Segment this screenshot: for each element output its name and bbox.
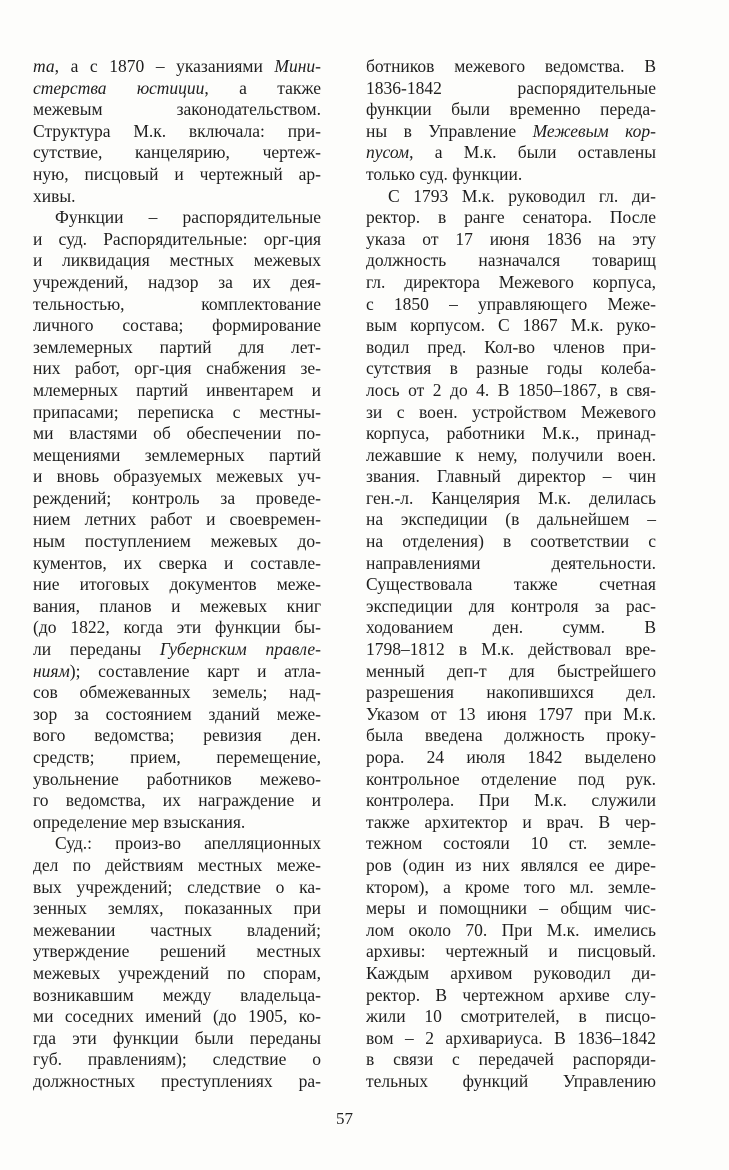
text-line	[366, 207, 656, 229]
text-segment: ректор. В чертежном архиве слу-	[366, 984, 656, 1005]
text-segment: контролера. При М.к. служили	[366, 790, 656, 811]
text-line	[366, 164, 656, 186]
text-line	[33, 1071, 321, 1093]
text-line	[33, 186, 321, 208]
text-segment: межевых учреждений по спорам,	[33, 962, 321, 983]
text-line	[366, 294, 656, 316]
text-segment: Функции – распорядительные	[55, 207, 321, 228]
text-line	[366, 596, 656, 618]
text-line	[366, 985, 656, 1007]
text-segment: припасами; переписка с местны-	[33, 401, 321, 422]
text-segment: увольнение работников межево-	[33, 768, 321, 789]
text-line	[33, 747, 321, 769]
text-segment: зи с воен. устройством Межевого	[366, 401, 656, 422]
text-line	[33, 402, 321, 424]
text-segment: реждений; контроль за проведе-	[33, 487, 321, 508]
text-line	[33, 812, 321, 834]
text-segment: в связи с передачей распоряди-	[366, 1049, 656, 1070]
text-line	[33, 272, 321, 294]
text-segment: ми властями об обеспечении по-	[33, 423, 321, 444]
text-line	[366, 1028, 656, 1050]
italic-text-segment: Мини-	[274, 56, 321, 76]
text-line	[33, 574, 321, 596]
text-segment: ректор. в ранге сенатора. После	[366, 207, 656, 228]
text-line	[366, 769, 656, 791]
text-segment: звания. Главный директор – чин	[366, 466, 656, 487]
text-segment: ным поступлением межевых до-	[33, 531, 321, 552]
text-segment: Структура М.к. включала: при-	[33, 120, 321, 141]
text-segment: рора. 24 июля 1842 выделено	[366, 747, 656, 767]
text-segment: функции были временно переда-	[366, 99, 656, 120]
text-line	[366, 941, 656, 963]
text-segment: ров (один из них являлся ее дире-	[366, 854, 656, 875]
text-segment: , а с 1870 – указаниями	[54, 56, 275, 76]
italic-text-segment: Межевым кор-	[532, 120, 656, 141]
text-segment: млемерных партий инвентарем и	[33, 379, 321, 400]
text-line	[33, 596, 321, 618]
text-line	[33, 78, 321, 100]
text-segment: нием летних работ и своевремен-	[33, 509, 321, 530]
page-number: 57	[336, 1109, 353, 1128]
text-segment: ген.-л. Канцелярия М.к. делилась	[366, 487, 656, 508]
text-segment: ходованием ден. сумм. В	[366, 617, 656, 638]
italic-text-segment: ниям	[33, 660, 70, 681]
text-segment: них работ, орг-ция снабжения зе-	[33, 358, 321, 379]
text-segment: 1798–1812 в М.к. действовал вре-	[366, 639, 656, 660]
text-segment: вым корпусом. С 1867 М.к. руко-	[366, 315, 656, 336]
text-line	[366, 229, 656, 251]
text-segment: 1836-1842 распорядительные	[366, 77, 656, 98]
text-segment: тежном состояли 10 ст. земле-	[366, 833, 656, 854]
text-line	[366, 963, 656, 985]
text-line	[33, 56, 321, 78]
text-line	[33, 833, 321, 855]
text-line	[366, 855, 656, 877]
text-line	[366, 402, 656, 424]
text-segment: Существовала также счетная	[366, 574, 656, 595]
italic-text-segment: Губернским правле-	[159, 639, 322, 660]
text-segment: ны в Управление	[366, 120, 533, 141]
text-segment: хивы.	[33, 185, 76, 206]
text-segment: дел по действиям местных меже-	[33, 854, 321, 875]
text-line	[366, 747, 656, 769]
text-segment: на экспедиции (в дальнейшем –	[366, 509, 656, 530]
text-segment: менный деп-т для быстрейшего	[366, 660, 656, 681]
text-segment: межевым законодательством.	[33, 99, 321, 120]
text-line	[33, 315, 321, 337]
text-segment: средств; прием, перемещение,	[33, 747, 321, 767]
text-segment: ми соседних имений (до 1905, ко-	[33, 1006, 321, 1027]
text-line	[366, 1006, 656, 1028]
text-line	[366, 250, 656, 272]
text-line	[366, 272, 656, 294]
text-line	[366, 725, 656, 747]
text-line	[33, 531, 321, 553]
text-segment: вых учреждений; следствие о ка-	[33, 876, 321, 897]
text-segment: и суд. Распорядительные: орг-ция	[33, 228, 321, 249]
text-line	[366, 661, 656, 683]
text-line	[366, 121, 656, 143]
text-line	[33, 639, 321, 661]
text-line	[33, 704, 321, 726]
text-line	[366, 358, 656, 380]
text-line	[33, 380, 321, 402]
text-line	[366, 898, 656, 920]
text-segment: меры и помощники – общим чис-	[366, 898, 656, 919]
text-line	[33, 661, 321, 683]
text-line	[33, 790, 321, 812]
text-line	[33, 509, 321, 531]
text-segment: ктором), а кроме того мл. земле-	[366, 876, 656, 897]
text-segment: и ликвидация местных межевых	[33, 250, 321, 271]
italic-text-segment: пусом	[366, 142, 410, 163]
text-line	[366, 142, 656, 164]
text-segment: только суд. функции.	[366, 163, 523, 184]
text-segment: ную, писцовый и чертежный ар-	[33, 163, 321, 184]
text-line	[366, 56, 656, 78]
text-line	[33, 553, 321, 575]
text-line	[366, 1071, 656, 1093]
text-segment: ли переданы	[33, 639, 160, 660]
text-segment: Указом от 13 июня 1797 при М.к.	[366, 703, 656, 724]
text-line	[366, 682, 656, 704]
text-line	[33, 963, 321, 985]
text-segment: сутствие, канцелярию, чертеж-	[33, 142, 321, 163]
text-line	[33, 855, 321, 877]
text-line	[33, 920, 321, 942]
text-line	[33, 229, 321, 251]
text-line	[33, 877, 321, 899]
text-line	[366, 99, 656, 121]
text-line	[366, 337, 656, 359]
text-line	[33, 294, 321, 316]
text-segment: зенных землях, показанных при	[33, 898, 321, 919]
text-segment: , а также	[204, 77, 321, 98]
text-line	[366, 380, 656, 402]
text-segment: экспедиции для контроля за рас-	[366, 595, 656, 616]
text-segment: была введена должность проку-	[366, 725, 656, 746]
text-segment: тельных функций Управлению	[366, 1070, 656, 1091]
text-line	[366, 186, 656, 208]
text-segment: сов обмежеванных земель; над-	[33, 682, 321, 703]
text-segment: мещениями землемерных партий	[33, 444, 321, 465]
text-segment: губ. правлениям); следствие о	[33, 1049, 321, 1070]
text-line	[33, 207, 321, 229]
text-segment: гл. директора Межевого корпуса,	[366, 271, 656, 292]
text-line	[33, 250, 321, 272]
text-segment: го ведомства, их награждение и	[33, 790, 321, 811]
text-segment: , а М.к. были оставлены	[409, 142, 656, 163]
text-segment: возникавшим между владельца-	[33, 984, 321, 1005]
text-line	[33, 423, 321, 445]
text-segment: лом около 70. При М.к. имелись	[366, 919, 656, 940]
text-line	[33, 337, 321, 359]
text-segment: разрешения накопившихся дел.	[366, 682, 656, 703]
text-segment: жили 10 смотрителей, в писцо-	[366, 1006, 656, 1027]
text-line	[366, 423, 656, 445]
text-line	[33, 358, 321, 380]
text-segment: направлениями деятельности.	[366, 552, 656, 573]
text-segment: контрольное отделение под рук.	[366, 768, 656, 789]
text-line	[33, 725, 321, 747]
text-segment: вания, планов и межевых книг	[33, 595, 321, 616]
text-segment: вом – 2 архивариуса. В 1836–1842	[366, 1027, 656, 1048]
text-line	[33, 898, 321, 920]
text-line	[366, 553, 656, 575]
text-line	[33, 488, 321, 510]
text-segment: должность назначался товарищ	[366, 250, 656, 271]
text-segment: утверждение решений местных	[33, 941, 321, 962]
text-line	[33, 1049, 321, 1071]
text-line	[366, 877, 656, 899]
text-line	[33, 466, 321, 488]
text-line	[33, 1028, 321, 1050]
text-segment: кументов, их сверка и составле-	[33, 552, 321, 573]
text-segment: (до 1822, когда эти функции бы-	[33, 617, 321, 638]
text-line	[33, 769, 321, 791]
italic-text-segment: стерства юстиции	[33, 77, 205, 98]
text-segment: ние итоговых документов меже-	[33, 574, 321, 595]
text-segment: и вновь образуемых межевых уч-	[33, 466, 321, 487]
text-line	[366, 617, 656, 639]
text-segment: корпуса, работники М.к., принад-	[366, 423, 656, 444]
text-segment: Каждым архивом руководил ди-	[366, 962, 656, 983]
text-segment: водил пред. Кол-во членов при-	[366, 336, 656, 357]
text-line	[366, 812, 656, 834]
text-segment: с 1850 – управляющего Меже-	[366, 293, 656, 314]
text-line	[366, 1049, 656, 1071]
text-line	[366, 531, 656, 553]
text-segment: личного состава; формирование	[33, 315, 321, 336]
text-line	[33, 985, 321, 1007]
text-segment: определение мер взыскания.	[33, 811, 246, 832]
text-line	[33, 941, 321, 963]
text-segment: гда эти функции были переданы	[33, 1027, 321, 1048]
text-segment: лось от 2 до 4. В 1850–1867, в свя-	[366, 379, 656, 400]
text-segment: также архитектор и врач. В чер-	[366, 811, 656, 832]
text-line	[33, 445, 321, 467]
text-segment: лежавшие к нему, получили воен.	[366, 444, 656, 465]
text-line	[33, 164, 321, 186]
text-line	[33, 1006, 321, 1028]
text-segment: зор за состоянием зданий меже-	[33, 703, 321, 724]
text-column-right	[366, 56, 656, 1093]
text-line	[33, 617, 321, 639]
text-line	[366, 704, 656, 726]
text-segment: ботников межевого ведомства. В	[366, 56, 656, 76]
text-line	[366, 639, 656, 661]
text-line	[33, 99, 321, 121]
text-segment: С 1793 М.к. руководил гл. ди-	[388, 185, 656, 206]
italic-text-segment: та	[33, 56, 55, 76]
text-segment: межевании частных владений;	[33, 919, 321, 940]
text-line	[366, 574, 656, 596]
text-line	[366, 509, 656, 531]
text-line	[366, 488, 656, 510]
text-line	[366, 833, 656, 855]
text-segment: указа от 17 июня 1836 на эту	[366, 228, 656, 249]
text-line	[33, 121, 321, 143]
text-segment: землемерных партий для лет-	[33, 336, 321, 357]
text-segment: Суд.: произ-во апелляционных	[55, 833, 321, 854]
text-segment: архивы: чертежный и писцовый.	[366, 941, 656, 962]
text-segment: учреждений, надзор за их дея-	[33, 271, 321, 292]
text-line	[366, 920, 656, 942]
text-line	[366, 466, 656, 488]
text-line	[33, 142, 321, 164]
text-segment: ); составление карт и атла-	[69, 660, 321, 681]
text-line	[366, 790, 656, 812]
text-segment: тельностью, комплектование	[33, 293, 321, 314]
text-line	[366, 78, 656, 100]
text-segment: вого ведомства; ревизия ден.	[33, 725, 321, 746]
text-segment: сутствия в разные годы колеба-	[366, 358, 656, 379]
text-line	[33, 682, 321, 704]
text-segment: на отделения) в соответствии с	[366, 531, 656, 552]
text-column-left	[33, 56, 321, 1093]
text-line	[366, 445, 656, 467]
text-line	[366, 315, 656, 337]
text-segment: должностных преступлениях ра-	[33, 1070, 321, 1091]
